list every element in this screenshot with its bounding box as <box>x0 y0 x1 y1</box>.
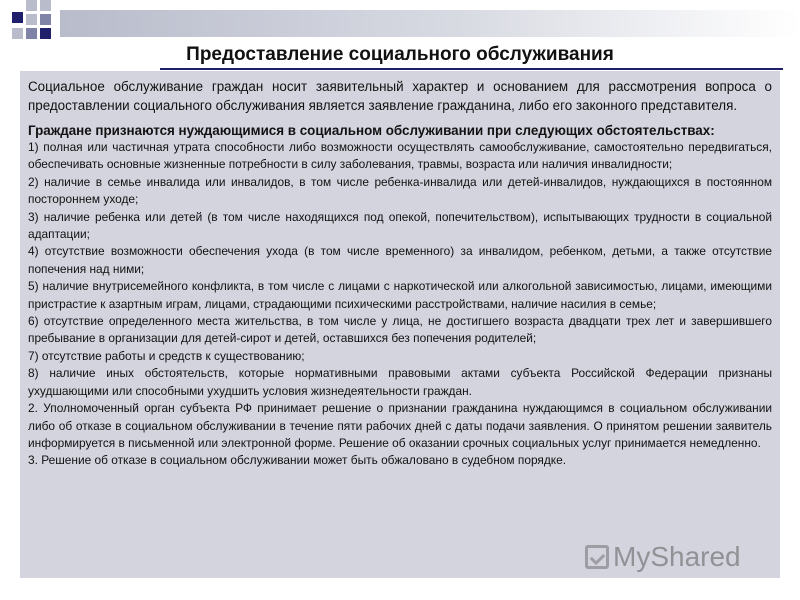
list-item: 3. Решение об отказе в социальном обслуживании может быть обжаловано в судебном порядке. <box>28 453 567 468</box>
decor-square-2 <box>26 0 37 11</box>
list-item: 2) наличие в семье инвалида или инвалидов, в том числе ребенка-инвалида или детей-инвалидов, нуждающихся в постоянном постороннем уходе; <box>28 174 772 207</box>
decor-square-4 <box>26 14 37 25</box>
decor-square-5 <box>40 14 51 25</box>
list-item: 4) отсутствие возможности обеспечения ухода (в том числе временного) за инвалидом, ребенком, детьми, а также отсутствие попечения над ними; <box>28 244 772 276</box>
decor-square-8 <box>40 28 51 39</box>
intro-paragraph: Социальное обслуживание граждан носит заявительный характер и основанием для рассмотрения вопроса о предоставлении социального обслуживания является заявление гражданина, либо его законного представителя. <box>28 79 772 113</box>
list-item: 1) полная или частичная утрата способности либо возможности осуществлять самообслуживание, самостоятельно передвигаться, обеспечивать основные жизненные потребности в силу заболевания, травмы, возраста или наличия инвалидности; <box>28 140 772 172</box>
list-item: 3) наличие ребенка или детей (в том числе находящихся под опекой, попечительством), испытывающих трудности в социальной адаптации; <box>28 209 772 242</box>
decor-square-1 <box>12 12 23 23</box>
list-item: 2. Уполномоченный орган субъекта РФ принимает решение о признании гражданина нуждающимся в социальном обслуживании либо об отказе в социальном обслуживании в течение пяти рабочих дней с даты подачи заявления. О принятом решении заявитель информируется в письменной или электронной форме. Решение об оказании срочных социальных услуг принимается немедленно. <box>28 401 772 450</box>
list-item: 8) наличие иных обстоятельств, которые нормативными правовыми актами субъекта Российской Федерации признаны ухудшающими или способными ухудшить условия жизнедеятельности граждан. <box>28 366 772 398</box>
criteria-heading: Граждане признаются нуждающимися в социальном обслуживании при следующих обстоятельствах: <box>28 123 715 138</box>
decor-square-7 <box>26 28 37 39</box>
title-underline <box>160 68 783 70</box>
slide-title: Предоставление социального обслуживания <box>186 44 614 65</box>
decor-square-6 <box>12 28 23 39</box>
list-item: 6) отсутствие определенного места жительства, в том числе у лица, не достигшего возраста двадцати трех лет и завершившего пребывание в организации для детей-сирот и детей, оставшихся без попечения родителей; <box>28 314 772 346</box>
list-item: 7) отсутствие работы и средств к существованию; <box>28 348 305 363</box>
content-box <box>20 71 780 578</box>
decor-square-3 <box>40 0 51 11</box>
header-gradient-band <box>60 10 800 37</box>
watermark-text: MyShared <box>613 541 741 572</box>
list-item: 5) наличие внутрисемейного конфликта, в том числе с лицами с наркотической или алкогольной зависимостью, лицами, имеющими пристрастие к азартным играм, лицами, страдающими психическими расстройствами, наличие насилия в семье; <box>28 279 772 311</box>
